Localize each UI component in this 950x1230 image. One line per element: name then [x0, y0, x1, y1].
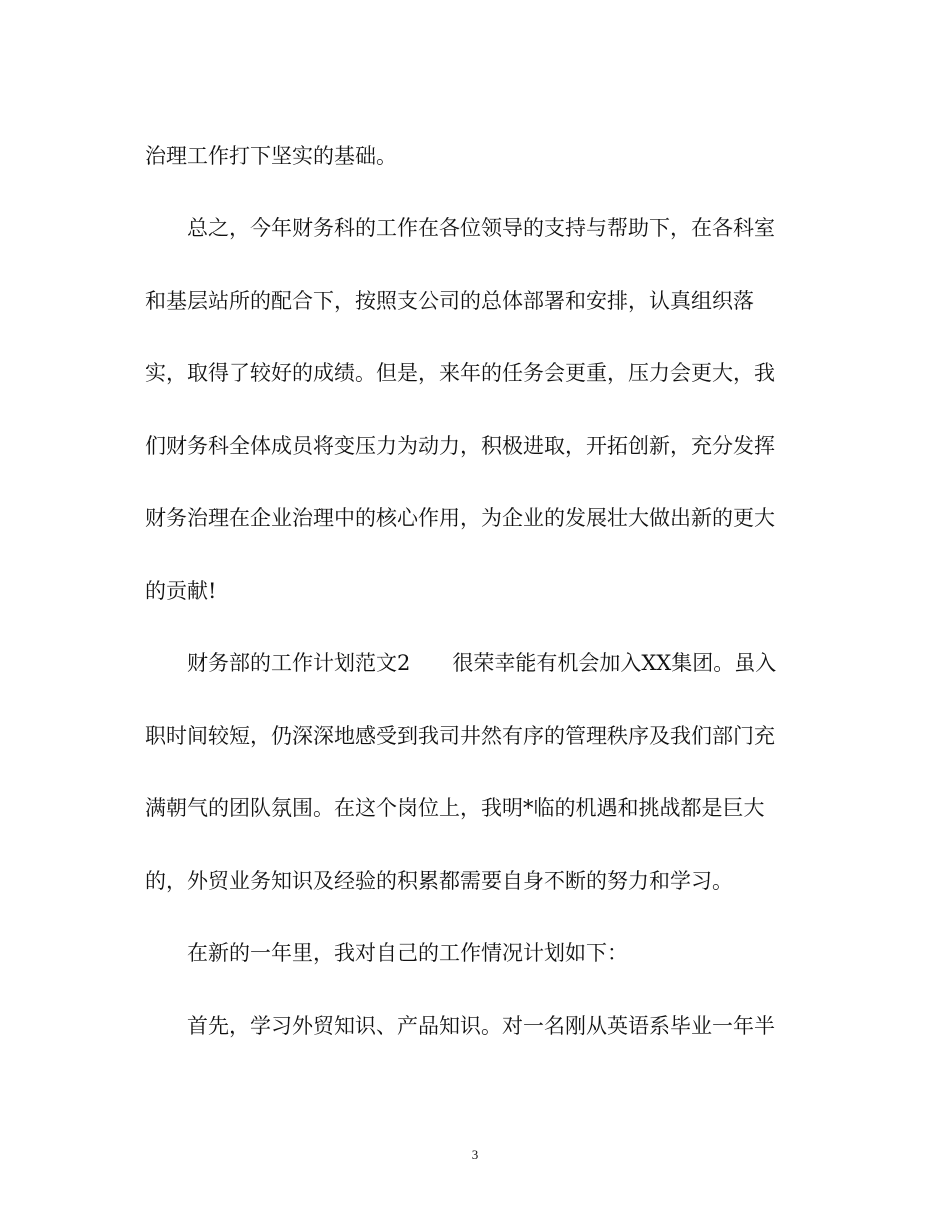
text-line: 的，外贸业务知识及经验的积累都需要自身不断的努力和学习。 [145, 869, 733, 893]
text-line: 治理工作打下坚实的基础。 [145, 144, 397, 168]
page-number: 3 [471, 1147, 479, 1162]
text-line: 的贡献! [145, 579, 217, 603]
paragraph-start: 首先，学习外贸知识、产品知识。对一名刚从英语系毕业一年半 [187, 1014, 775, 1038]
text-line: 满朝气的团队氛围。在这个岗位上，我明*临的机遇和挑战都是巨大 [145, 796, 765, 820]
paragraph-start: 财务部的工作计划范文2 很荣幸能有机会加入XX集团。虽入 [187, 651, 777, 675]
paragraph-start: 总之，今年财务科的工作在各位领导的支持与帮助下，在各科室 [187, 216, 775, 240]
text-line: 和基层站所的配合下，按照支公司的总体部署和安排，认真组织落 [145, 289, 754, 313]
text-line: 职时间较短，仍深深地感受到我司井然有序的管理秩序及我们部门充 [145, 724, 775, 748]
paragraph-start: 在新的一年里，我对自己的工作情况计划如下： [187, 941, 628, 965]
text-line: 们财务科全体成员将变压力为动力，积极进取，开拓创新，充分发挥 [145, 434, 775, 458]
text-line: 财务治理在企业治理中的核心作用，为企业的发展壮大做出新的更大 [145, 506, 775, 530]
text-line: 实，取得了较好的成绩。但是，来年的任务会更重，压力会更大，我 [145, 361, 775, 385]
